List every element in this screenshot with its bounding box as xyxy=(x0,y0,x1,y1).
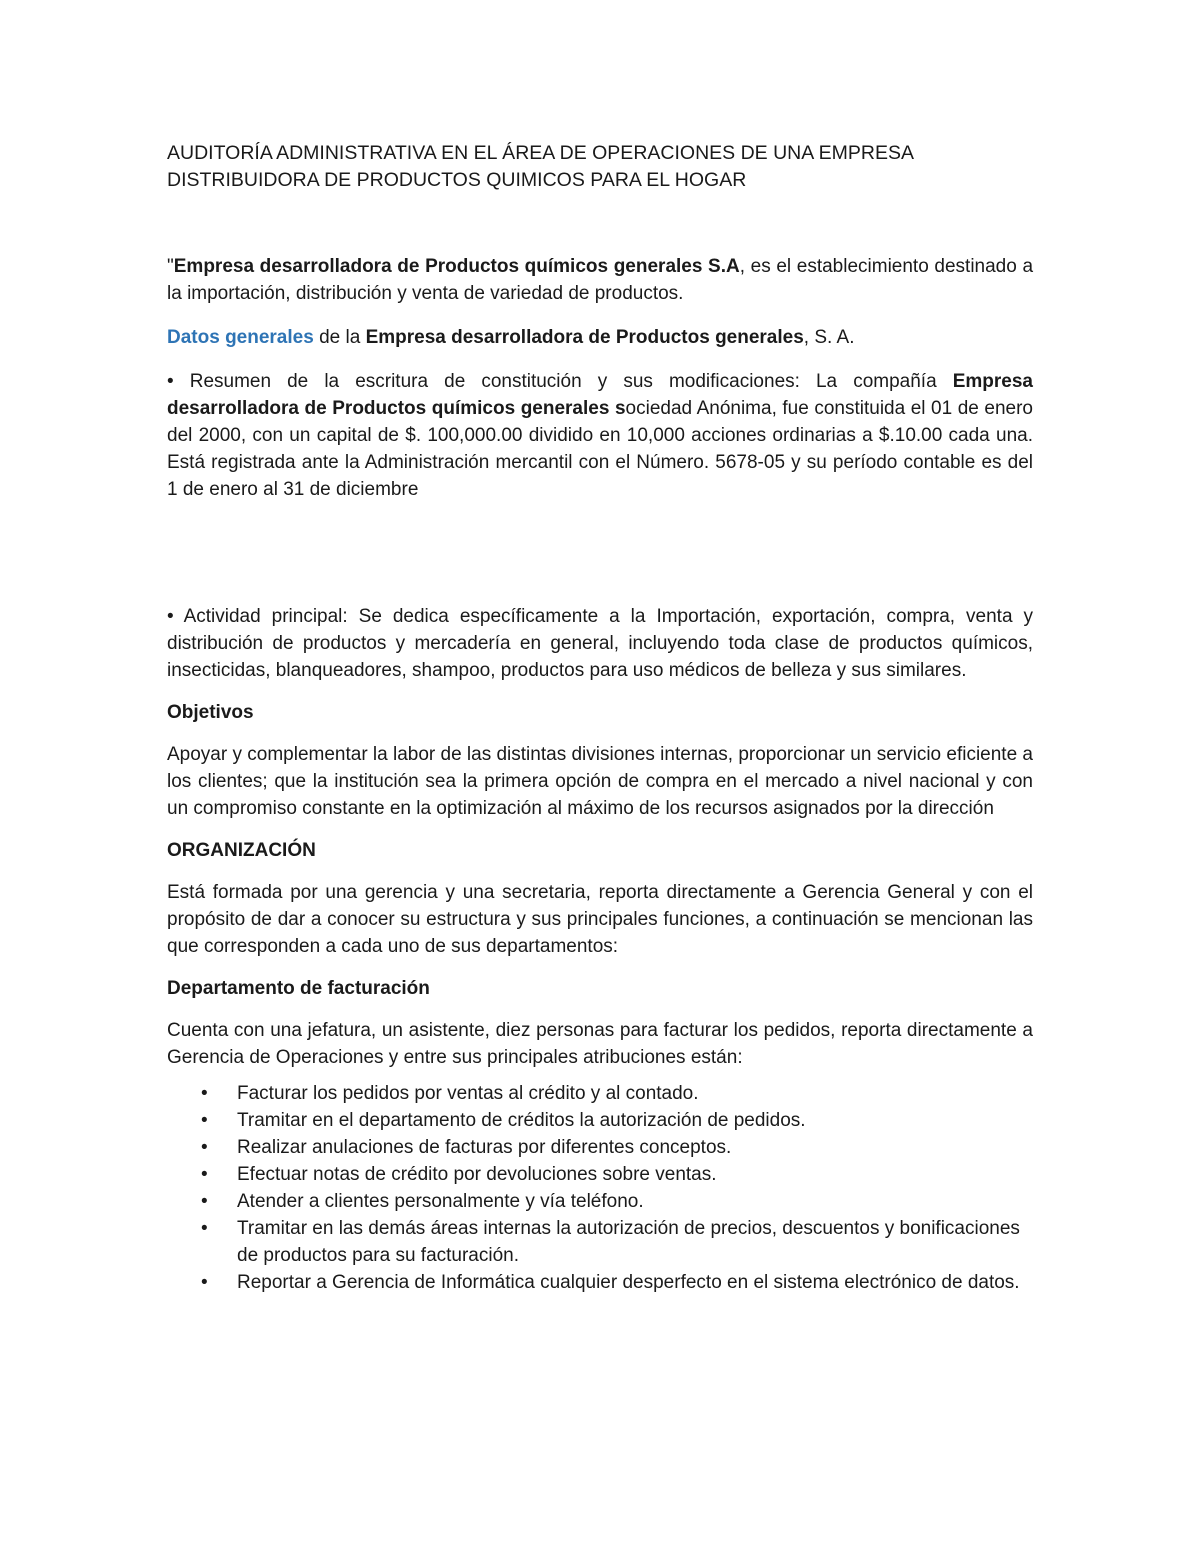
list-item xyxy=(167,1188,1033,1215)
resumen-paragraph xyxy=(167,368,1033,503)
resumen-text: ociedad Anónima, fue constituida el 01 de enero del 2000, con un capital de $. 100,000.00 dividido en 10,000 acciones ordinarias a $.10.00 cada una. Está registrada ante la Administración mercantil con el Número. 5678-05 y su período contable es del 1 de enero al 31 de diciembre xyxy=(167,398,1033,500)
datos-end: , S. A. xyxy=(803,327,855,348)
list-item-text: Tramitar en las demás áreas internas la autorización de precios, descuentos y bonificaciones de productos para su facturación. xyxy=(237,1218,1020,1266)
document-title xyxy=(167,140,1033,194)
datos-company-name: Empresa desarrolladora de Productos generales xyxy=(365,327,804,348)
intro-text: , es el establecimiento destinado a la importación, distribución y venta de variedad de productos. xyxy=(167,256,1034,304)
facturacion-duties-list xyxy=(167,1080,1033,1296)
list-item xyxy=(167,1080,1033,1107)
list-item xyxy=(167,1134,1033,1161)
organizacion-heading: ORGANIZACIÓN xyxy=(167,840,316,861)
list-item-text: Tramitar en el departamento de créditos la autorización de pedidos. xyxy=(237,1110,806,1131)
bullet-icon: • xyxy=(201,1164,208,1185)
list-item-text: Reportar a Gerencia de Informática cualquier desperfecto en el sistema electrónico de datos. xyxy=(237,1272,1020,1293)
facturacion-paragraph: Cuenta con una jefatura, un asistente, diez personas para facturar los pedidos, reporta directamente a Gerencia de Operaciones y entre sus principales atribuciones están: xyxy=(167,1020,1033,1068)
intro-company-name: Empresa desarrolladora de Productos químicos generales S.A xyxy=(173,256,740,277)
bullet-icon: • xyxy=(201,1218,208,1239)
bullet-icon: • xyxy=(201,1110,208,1131)
list-item xyxy=(167,1107,1033,1134)
organizacion-paragraph: Está formada por una gerencia y una secretaria, reporta directamente a Gerencia General y con el propósito de dar a conocer su estructura y sus principales funciones, a continuación se mencionan las que corresponden a cada uno de sus departamentos: xyxy=(167,882,1033,957)
title-line-1: AUDITORÍA ADMINISTRATIVA EN EL ÁREA DE OPERACIONES DE UNA EMPRESA xyxy=(167,142,914,164)
facturacion-heading: Departamento de facturación xyxy=(167,978,430,999)
list-item-text: Realizar anulaciones de facturas por diferentes conceptos. xyxy=(237,1137,732,1158)
list-item-text: Facturar los pedidos por ventas al crédito y al contado. xyxy=(237,1083,699,1104)
list-item xyxy=(167,1269,1033,1296)
document-page xyxy=(167,140,1033,1296)
actividad-paragraph: • Actividad principal: Se dedica específicamente a la Importación, exportación, compra, venta y distribución de productos y mercadería en general, incluyendo toda clase de productos químicos, insecticidas, blanqueadores, shampoo, productos para uso médicos de belleza y sus similares. xyxy=(167,606,1033,681)
list-item-text: Efectuar notas de crédito por devoluciones sobre ventas. xyxy=(237,1164,717,1185)
bullet-icon: • xyxy=(201,1083,208,1104)
list-item-text: Atender a clientes personalmente y vía teléfono. xyxy=(237,1191,644,1212)
list-item xyxy=(167,1161,1033,1188)
bullet-icon: • xyxy=(201,1191,208,1212)
objetivos-paragraph: Apoyar y complementar la labor de las distintas divisiones internas, proporcionar un servicio eficiente a los clientes; que la institución sea la primera opción de compra en el mercado a nivel nacional y con un compromiso constante en la optimización al máximo de los recursos asignados por la dirección xyxy=(167,744,1033,819)
intro-paragraph xyxy=(167,253,1033,307)
datos-generales-paragraph xyxy=(167,324,1033,351)
bullet-icon: • xyxy=(201,1272,208,1293)
datos-generales-link[interactable]: Datos generales xyxy=(167,327,314,348)
intro-quote: " xyxy=(167,256,174,277)
title-line-2: DISTRIBUIDORA DE PRODUCTOS QUIMICOS PARA EL HOGAR xyxy=(167,169,747,191)
datos-mid: de la xyxy=(313,327,366,348)
list-item xyxy=(167,1215,1033,1269)
resumen-company-name: Empresa desarrolladora de Productos químicos generales s xyxy=(167,371,1033,419)
resumen-lead: • Resumen de la escritura de constitución y sus modificaciones: La compañía xyxy=(167,371,953,392)
objetivos-heading: Objetivos xyxy=(167,702,254,723)
bullet-icon: • xyxy=(201,1137,208,1158)
